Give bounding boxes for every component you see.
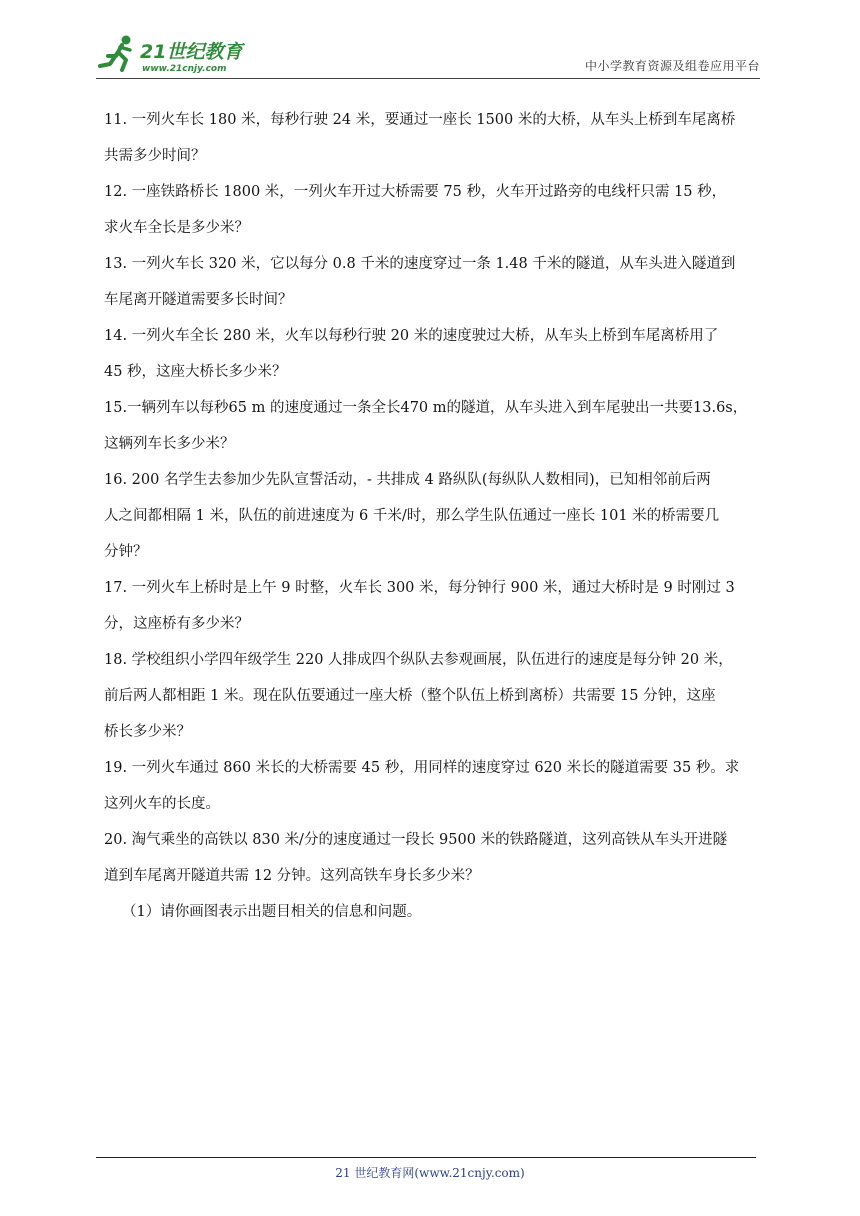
platform-tagline: 中小学教育资源及组卷应用平台 bbox=[584, 59, 760, 73]
page-header bbox=[96, 32, 760, 79]
text-line: 车尾离开隧道需要多长时间？ bbox=[104, 292, 293, 308]
text-line: 这辆列车长多少米？ bbox=[104, 436, 235, 452]
text-line: 分，这座桥有多少米？ bbox=[104, 616, 249, 632]
text-line: 15.一辆列车以每秒65 m 的速度通过一条全长470 m的隧道，从车头进入到车尾驶出一共要13.6s， bbox=[104, 400, 748, 416]
text-line: 18. 学校组织小学四年级学生 220 人排成四个纵队去参观画展，队伍进行的速度是每分钟 20 米， bbox=[104, 652, 733, 668]
text-line: 12. 一座铁路桥长 1800 米，一列火车开过大桥需要 75 秒，火车开过路旁的电线杆只需 15 秒， bbox=[104, 184, 727, 200]
logo-text: 21世纪教育 bbox=[140, 41, 243, 63]
text-line: 20. 淘气乘坐的高铁以 830 米/分的速度通过一段长 9500 米的铁路隧道，这列高铁从车头开进隧 bbox=[104, 832, 728, 848]
logo bbox=[96, 34, 266, 74]
text-line: 13. 一列火车长 320 米，它以每分 0.8 千米的速度穿过一条 1.48 千米的隧道，从车头进入隧道到 bbox=[104, 256, 736, 272]
text-line: 17. 一列火车上桥时是上午 9 时整，火车长 300 米，每分钟行 900 米，通过大桥时是 9 时刚过 3 bbox=[104, 580, 735, 596]
text-line: 道到车尾离开隧道共需 12 分钟。这列高铁车身长多少米？ bbox=[104, 868, 480, 884]
text-line: 11. 一列火车长 180 米，每秒行驶 24 米，要通过一座长 1500 米的大桥，从车头上桥到车尾离桥 bbox=[104, 112, 736, 128]
text-line: 人之间都相隔 1 米，队伍的前进速度为 6 千米/时，那么学生队伍通过一座长 101 米的桥需要几 bbox=[104, 508, 720, 524]
text-line: 分钟？ bbox=[104, 544, 148, 560]
text-line: 14. 一列火车全长 280 米，火车以每秒行驶 20 米的速度驶过大桥，从车头上桥到车尾离桥用了 bbox=[104, 328, 719, 344]
page-footer: 21 世纪教育网(www.21cnjy.com) bbox=[335, 1166, 525, 1180]
text-line: 45 秒，这座大桥长多少米？ bbox=[104, 364, 287, 380]
text-line: 共需多少时间？ bbox=[104, 148, 206, 164]
text-line: 16. 200 名学生去参加少先队宣誓活动，- 共排成 4 路纵队(每纵队人数相同)，已知相邻前后两 bbox=[104, 472, 711, 488]
footer-divider bbox=[96, 1157, 756, 1158]
text-line: 19. 一列火车通过 860 米长的大桥需要 45 秒，用同样的速度穿过 620 米长的隧道需要 35 秒。求 bbox=[104, 760, 740, 776]
question-list bbox=[104, 102, 764, 930]
text-line: 求火车全长是多少米？ bbox=[104, 220, 249, 236]
text-line: 前后两人都相距 1 米。现在队伍要通过一座大桥（整个队伍上桥到离桥）共需要 15 分钟，这座 bbox=[104, 688, 716, 704]
logo-url: www.21cnjy.com bbox=[142, 64, 227, 74]
text-line: 这列火车的长度。 bbox=[104, 796, 220, 812]
sub-question: （1）请你画图表示出题目相关的信息和问题。 bbox=[122, 904, 422, 920]
runner-icon bbox=[100, 36, 131, 71]
text-line: 桥长多少米？ bbox=[104, 724, 191, 740]
